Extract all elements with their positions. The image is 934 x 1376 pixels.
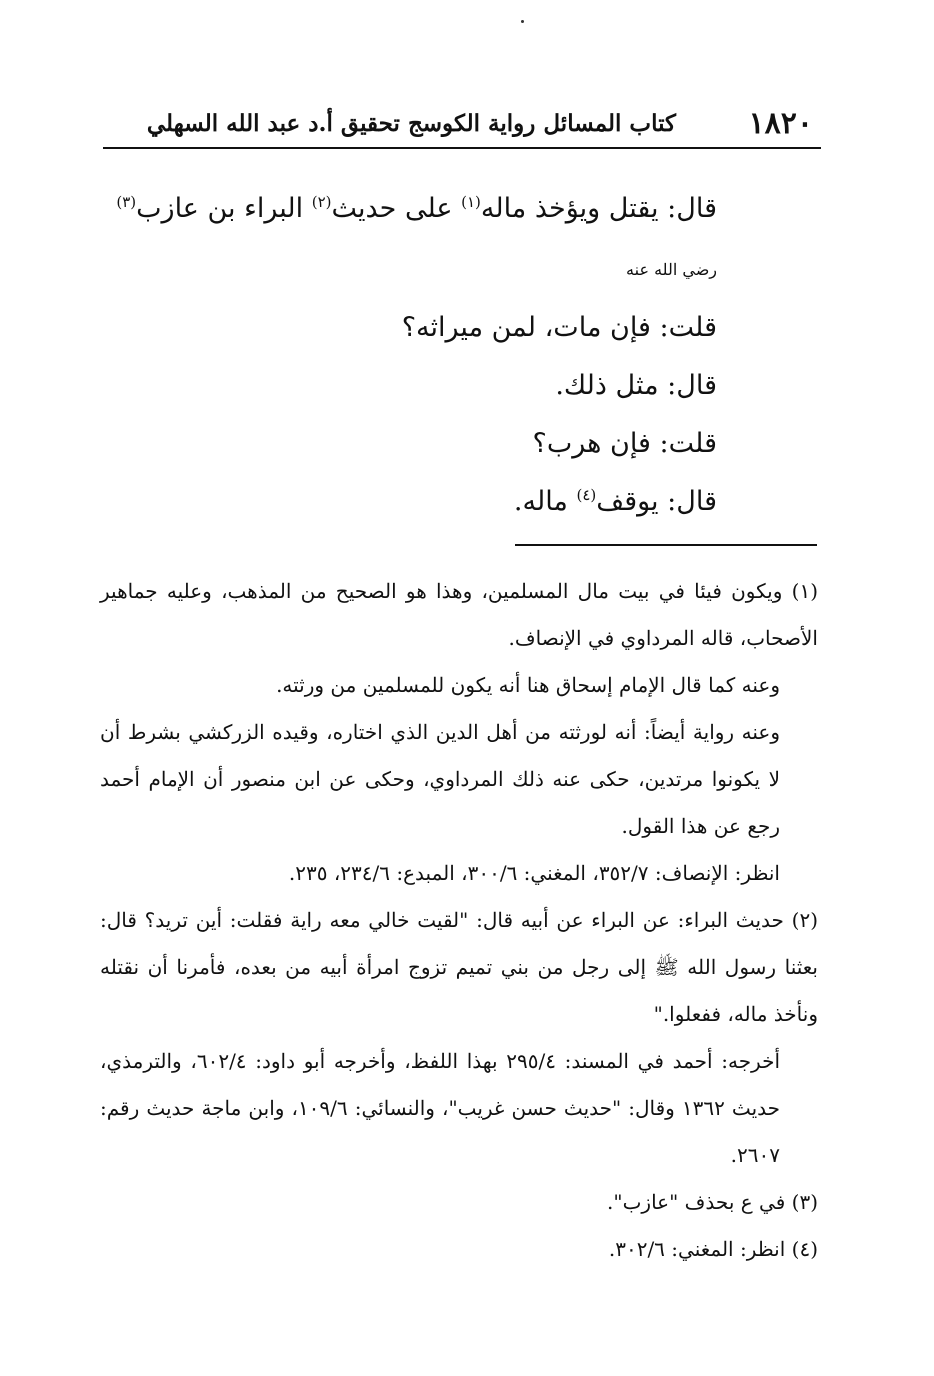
footnote-1-paragraph-3: وعنه رواية أيضاً: أنه لورثته من أهل الدين الذي اختاره، وقيده الزركشي بشرط أن لا يكونوا مرتدين، حكى عنه ذلك المرداوي، وحكى عن ابن منصور أن الإمام أحمد رجع عن هذا القول. (100, 720, 780, 838)
footnote-4 (100, 1226, 818, 1273)
footnote-number: (١) (791, 579, 818, 603)
main-text-segment: قال: يوقف (596, 486, 717, 517)
footnote-1 (100, 568, 818, 662)
footnote-text: ويكون فيئا في بيت مال المسلمين، وهذا هو الصحيح من المذهب، وعليه جماهير الأصحاب، قاله المرداوي في الإنصاف. (100, 579, 818, 650)
main-line-5: قلت: فإن هرب؟ (532, 428, 717, 459)
footnote-text: انظر: المغني: ٣٠٢/٦. (608, 1237, 792, 1261)
main-line-2 (95, 238, 717, 299)
footnote-text: في ع بحذف "عازب". (607, 1190, 792, 1214)
footnote-ref-3: (٣) (116, 193, 137, 211)
honorific-glyph: رضي الله عنه (626, 260, 717, 279)
main-text-segment: على حديث (331, 193, 462, 224)
footnote-text: حديث البراء: عن البراء عن أبيه قال: "لقيت خالي معه راية فقلت: أين تريد؟ قال: بعثنا رسول الله ﷺ إلى رجل من بني تميم تزوج امرأة أبيه من بعده، فأمرنا أن نقتله ونأخذ ماله، ففعلوا." (100, 908, 818, 1026)
footnote-3 (100, 1179, 818, 1226)
main-text (95, 180, 717, 531)
footnote-separator (515, 544, 817, 546)
footnote-2 (100, 897, 818, 1038)
page-mark (521, 20, 524, 23)
footnote-2-paragraph-2: أخرجه: أحمد في المسند: ٢٩٥/٤ بهذا اللفظ، وأخرجه أبو داود: ٦٠٢/٤، والترمذي، حديث ١٣٦٢ وقال: "حديث حسن غريب"، والنسائي: ١٠٩/٦، وابن ماجة حديث رقم: ٢٦٠٧. (100, 1049, 781, 1167)
main-line-1 (95, 180, 717, 238)
main-line-6 (95, 473, 717, 531)
footnote-1-paragraph-2: وعنه كما قال الإمام إسحاق هنا أنه يكون للمسلمين من ورثته. (276, 673, 780, 697)
header-rule (103, 147, 821, 149)
footnote-ref-4: (٤) (576, 486, 597, 504)
main-text-segment: ماله. (513, 486, 577, 517)
footnote-number: (٤) (791, 1237, 818, 1261)
main-text-segment: قال: يقتل ويؤخذ ماله (480, 193, 717, 224)
footnote-ref-2: (٢) (311, 193, 332, 211)
footnote-ref-1: (١) (461, 193, 481, 211)
main-line-4: قال: مثل ذلك. (555, 370, 717, 401)
footnote-1-paragraph-4: انظر: الإنصاف: ٣٥٢/٧، المغني: ٣٠٠/٦، المبدع: ٢٣٤/٦، ٢٣٥. (288, 861, 780, 885)
main-text-segment: البراء بن عازب (136, 193, 312, 224)
footnotes (100, 568, 818, 1273)
main-line-3: قلت: فإن مات، لمن ميراثه؟ (401, 312, 717, 343)
book-title: كتاب المسائل رواية الكوسج تحقيق أ.د عبد الله السهلي (146, 110, 676, 137)
page-number: ١٨٢٠ (748, 106, 813, 141)
footnote-number: (٢) (791, 908, 818, 932)
footnote-number: (٣) (791, 1190, 818, 1214)
page-header (103, 100, 821, 146)
